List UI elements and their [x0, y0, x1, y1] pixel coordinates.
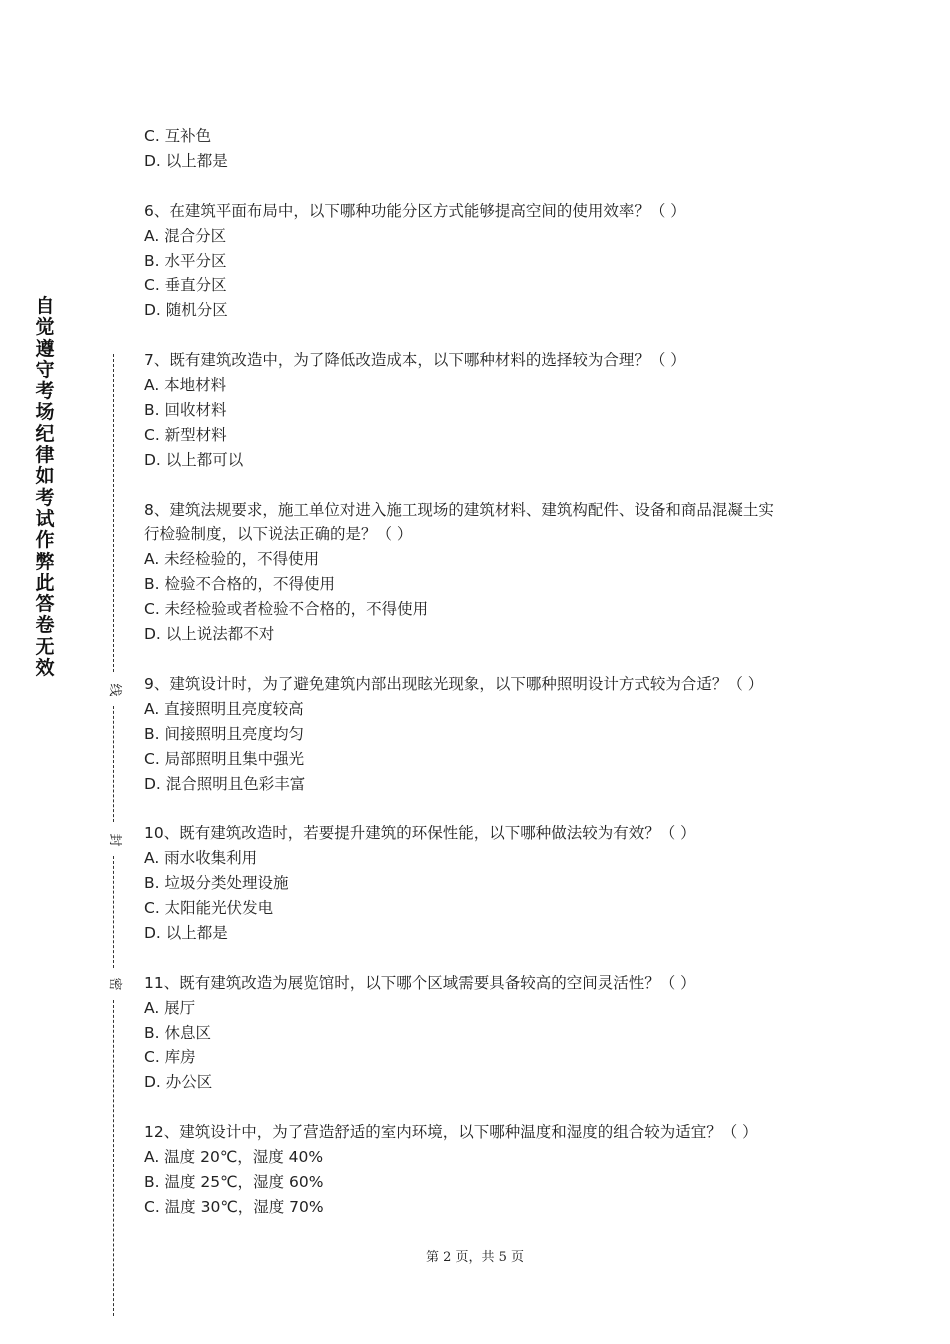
question-line: 行检验制度，以下说法正确的是？（ ）	[144, 525, 413, 544]
spacer	[144, 647, 834, 672]
option-line: B. 水平分区	[144, 251, 227, 270]
option-line: C. 未经检验或者检验不合格的，不得使用	[144, 600, 429, 619]
seal-label-xian: 线	[107, 683, 122, 697]
option-line: C. 新型材料	[144, 425, 227, 444]
question-stem: 7、既有建筑改造中，为了降低改造成本，以下哪种材料的选择较为合理？（ ）	[144, 351, 686, 370]
option-line: A. 展厅	[144, 998, 196, 1017]
option-line: B. 垃圾分类处理设施	[144, 874, 289, 893]
option-line: D. 以上都是	[144, 923, 228, 942]
question-stem: 11、既有建筑改造为展览馆时，以下哪个区域需要具备较高的空间灵活性？（ ）	[144, 973, 696, 992]
option-line: C. 温度 30℃，湿度 70%	[144, 1197, 324, 1216]
spacer	[144, 323, 834, 348]
option-line: A. 直接照明且亮度较高	[144, 699, 304, 718]
option-line: D. 以上都是	[144, 151, 228, 170]
option-line: C. 垂直分区	[144, 276, 227, 295]
option-line: B. 间接照明且亮度均匀	[144, 724, 304, 743]
question-stem: 10、既有建筑改造时，若要提升建筑的环保性能，以下哪种做法较为有效？（ ）	[144, 824, 696, 843]
option-line: B. 回收材料	[144, 400, 227, 419]
exam-discipline-warning: 自觉遵守考场纪律如考试作弊此答卷无效	[35, 295, 55, 680]
option-line: C. 库房	[144, 1048, 196, 1067]
option-line: A. 未经检验的，不得使用	[144, 550, 320, 569]
spacer	[144, 946, 834, 971]
spacer	[144, 1095, 834, 1120]
seal-line-segment	[113, 354, 114, 672]
option-line: B. 检验不合格的，不得使用	[144, 575, 335, 594]
seal-line-segment	[113, 1000, 114, 1316]
option-line: B. 休息区	[144, 1023, 211, 1042]
option-line: D. 混合照明且色彩丰富	[144, 774, 306, 793]
seal-line-segment	[113, 706, 114, 822]
option-line: A. 混合分区	[144, 226, 227, 245]
spacer	[144, 174, 834, 199]
spacer	[144, 796, 834, 821]
option-line: D. 以上都可以	[144, 450, 244, 469]
option-line: C. 互补色	[144, 127, 212, 145]
spacer	[144, 473, 834, 498]
page-number: 第 2 页，共 5 页	[425, 1250, 525, 1265]
option-line: D. 随机分区	[144, 301, 228, 320]
option-line: A. 雨水收集利用	[144, 849, 258, 868]
option-line: C. 局部照明且集中强光	[144, 749, 305, 768]
question-stem: 12、建筑设计中，为了营造舒适的室内环境，以下哪种温度和湿度的组合较为适宜？（ ）	[144, 1123, 758, 1142]
option-line: C. 太阳能光伏发电	[144, 899, 274, 918]
option-line: D. 办公区	[144, 1073, 213, 1092]
seal-label-mi: 密	[107, 977, 122, 991]
question-content	[144, 124, 834, 1220]
option-line: A. 温度 20℃，湿度 40%	[144, 1148, 324, 1167]
seal-label-feng: 封	[107, 833, 122, 847]
question-stem: 6、在建筑平面布局中，以下哪种功能分区方式能够提高空间的使用效率？（ ）	[144, 201, 686, 220]
question-stem: 8、建筑法规要求，施工单位对进入施工现场的建筑材料、建筑构配件、设备和商品混凝土实	[144, 500, 774, 519]
option-line: B. 温度 25℃，湿度 60%	[144, 1172, 324, 1191]
option-line: D. 以上说法都不对	[144, 625, 275, 644]
option-line: A. 本地材料	[144, 376, 227, 395]
question-stem: 9、建筑设计时，为了避免建筑内部出现眩光现象，以下哪种照明设计方式较为合适？（ ）	[144, 674, 764, 693]
seal-line-segment	[113, 856, 114, 968]
